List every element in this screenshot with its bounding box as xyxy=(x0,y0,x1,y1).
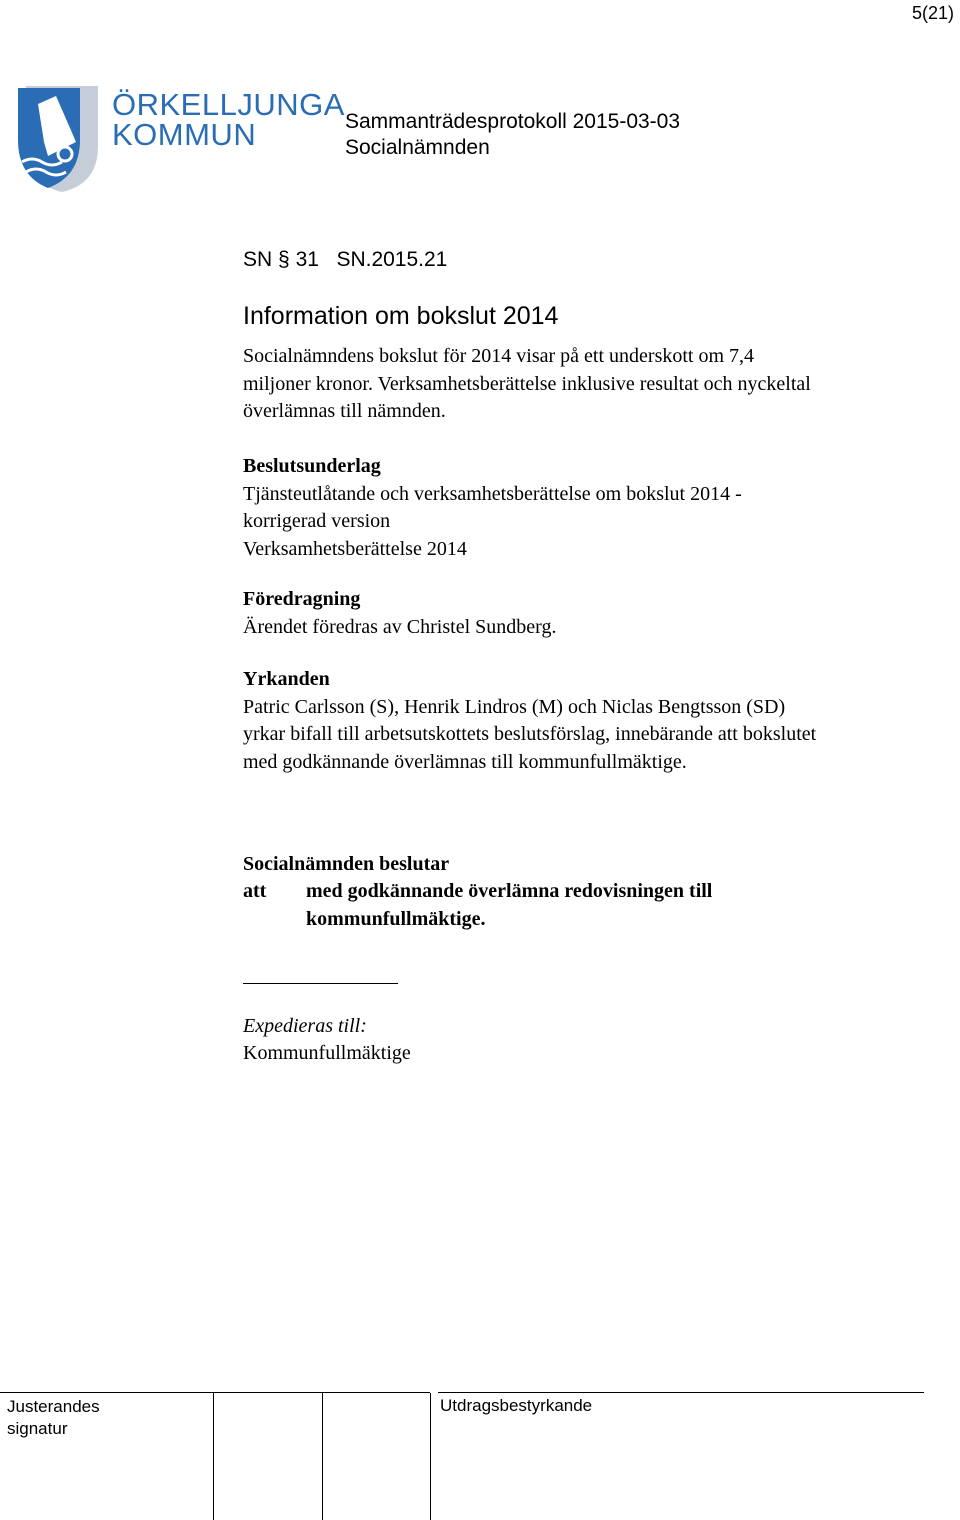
foredragning-heading: Föredragning xyxy=(243,588,361,610)
case-title: Information om bokslut 2014 xyxy=(243,302,559,330)
decision-line: kommunfullmäktige. xyxy=(306,907,486,930)
expedieras-recipient: Kommunfullmäktige xyxy=(243,1042,411,1064)
section-symbol: § xyxy=(278,248,290,271)
expedieras-label: Expedieras till: xyxy=(243,1015,367,1037)
intro-paragraph xyxy=(243,343,811,426)
footer-rule-right xyxy=(438,1392,924,1393)
beslutsunderlag-section xyxy=(243,453,742,563)
footer-divider xyxy=(213,1393,214,1520)
decision-line: med godkännande överlämna redovisningen till xyxy=(306,880,713,902)
justerandes-signatur-label xyxy=(7,1396,100,1440)
intro-line: miljoner kronor. Verksamhetsberättelse inklusive resultat och nyckeltal xyxy=(243,372,811,395)
yrkanden-line: yrkar bifall till arbetsutskottets beslutsförslag, innebärande att bokslutet xyxy=(243,723,817,745)
separator-line xyxy=(243,983,398,984)
case-number: 31 xyxy=(295,248,319,271)
protocol-title: Sammanträdesprotokoll 2015-03-03 xyxy=(345,110,681,133)
justerandes-line2: signatur xyxy=(7,1419,68,1438)
footer-divider xyxy=(430,1393,431,1520)
case-reference: SN.2015.21 xyxy=(336,248,448,271)
beslutsunderlag-line: korrigerad version xyxy=(243,510,391,532)
decision-heading: Socialnämnden beslutar xyxy=(243,853,450,875)
yrkanden-heading: Yrkanden xyxy=(243,668,330,690)
footer-rule-left xyxy=(0,1392,430,1393)
decision-text xyxy=(306,878,712,933)
page-number: 5(21) xyxy=(911,3,954,23)
foredragning-text: Ärendet föredras av Christel Sundberg. xyxy=(243,615,557,638)
bell-crest-icon xyxy=(18,84,102,194)
footer-divider xyxy=(322,1393,323,1520)
yrkanden-section xyxy=(243,666,816,776)
committee-name: Socialnämnden xyxy=(345,136,490,159)
yrkanden-line: Patric Carlsson (S), Henrik Lindros (M) och Niclas Bengtsson (SD) xyxy=(243,695,786,718)
foredragning-section xyxy=(243,586,556,641)
yrkanden-line: med godkännande överlämnas till kommunfullmäktige. xyxy=(243,750,687,773)
decision-att-label: att xyxy=(243,880,267,902)
beslutsunderlag-line: Verksamhetsberättelse 2014 xyxy=(243,537,467,560)
case-prefix: SN xyxy=(243,248,273,271)
logo-text-line2: KOMMUN xyxy=(112,117,257,152)
intro-line: Socialnämndens bokslut för 2014 visar på ett underskott om 7,4 xyxy=(243,345,755,367)
beslutsunderlag-line: Tjänsteutlåtande och verksamhetsberättelse om bokslut 2014 - xyxy=(243,482,742,505)
municipality-logo xyxy=(18,84,345,194)
case-identifier xyxy=(243,248,447,272)
justerandes-line1: Justerandes xyxy=(7,1397,100,1416)
logo-text-line1: ÖRKELLJUNGA xyxy=(112,87,345,122)
beslutsunderlag-heading: Beslutsunderlag xyxy=(243,455,381,477)
utdragsbestyrkande-label: Utdragsbestyrkande xyxy=(440,1396,593,1415)
intro-line: överlämnas till nämnden. xyxy=(243,400,446,422)
